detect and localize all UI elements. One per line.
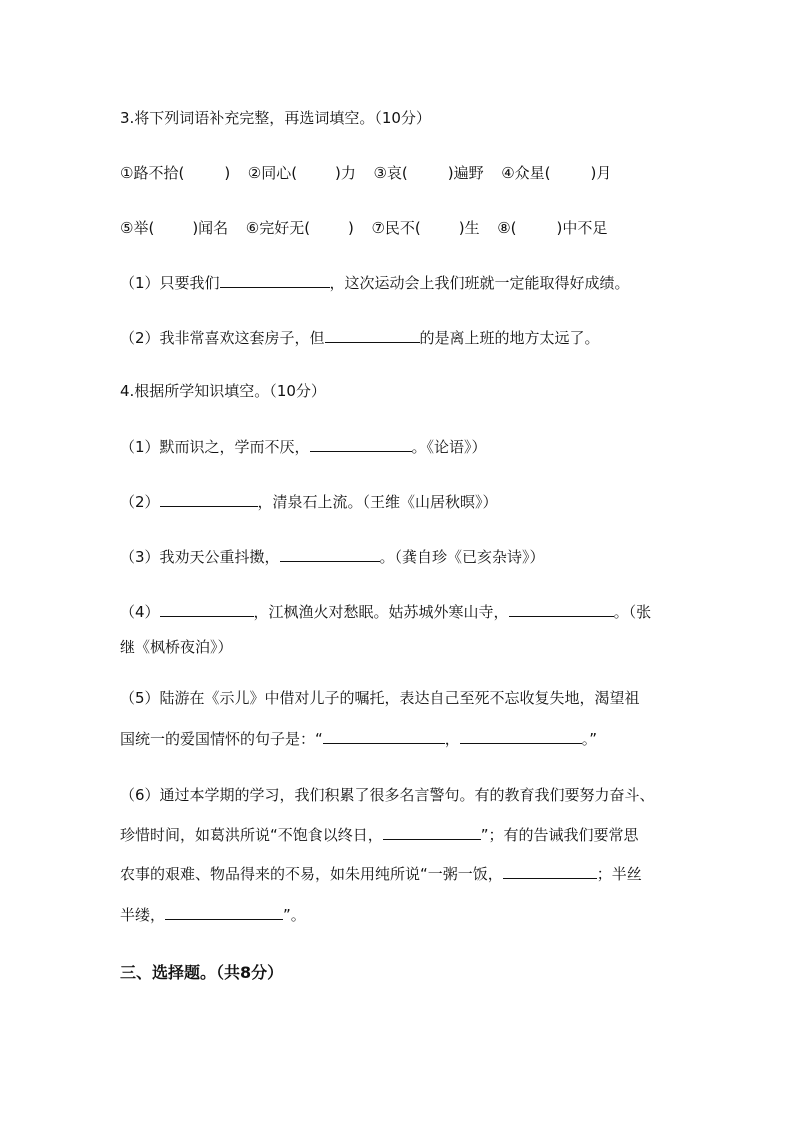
answer-blank[interactable] bbox=[460, 729, 582, 744]
answer-blank[interactable] bbox=[160, 492, 258, 507]
q4-title: 4.根据所学知识填空。（10分） bbox=[120, 382, 326, 400]
q4-item-1: （1）默而识之，学而不厌， 。《论语》） bbox=[120, 438, 487, 456]
answer-blank[interactable] bbox=[280, 547, 380, 562]
answer-blank[interactable] bbox=[220, 273, 330, 288]
answer-blank[interactable] bbox=[323, 729, 445, 744]
answer-blank[interactable] bbox=[503, 864, 597, 879]
q4-item-3: （3）我劝天公重抖擞， 。（龚自珍《已亥杂诗》） bbox=[120, 548, 545, 566]
q4-item-2: （2） ，清泉石上流。（王维《山居秋暝》） bbox=[120, 493, 498, 511]
idiom-row-1 bbox=[120, 163, 611, 183]
idiom-5: ⑤举( )闻名 bbox=[120, 219, 229, 237]
q4-item-6-line3: 农事的艰难、物品得来的不易，如朱用纯所说“一粥一饭， ；半丝 bbox=[120, 865, 642, 883]
idiom-3: ③哀( )遍野 bbox=[373, 164, 484, 182]
idiom-row-2 bbox=[120, 218, 607, 238]
q3-sentence-2: （2）我非常喜欢这套房子，但 的是离上班的地方太远了。 bbox=[120, 329, 600, 347]
q4-item-5: （5）陆游在《示儿》中借对儿子的嘱托，表达自己至死不忘收复失地，渴望祖 bbox=[120, 689, 640, 707]
answer-blank[interactable] bbox=[325, 328, 420, 343]
idiom-8: ⑧( )中不足 bbox=[497, 219, 608, 237]
q3-title: 3.将下列词语补充完整，再选词填空。（10分） bbox=[120, 109, 431, 127]
idiom-4: ④众星( )月 bbox=[501, 164, 612, 182]
q4-item-4: （4） ，江枫渔火对愁眠。姑苏城外寒山寺， 。（张 bbox=[120, 603, 652, 621]
answer-blank[interactable] bbox=[383, 825, 481, 840]
section-heading: 三、选择题。（共8分） bbox=[120, 963, 284, 982]
answer-blank[interactable] bbox=[310, 437, 412, 452]
q3-sentence-1: （1）只要我们 ，这次运动会上我们班就一定能取得好成绩。 bbox=[120, 274, 630, 292]
q4-item-6-line2: 珍惜时间，如葛洪所说“不饱食以终日， ”；有的告诫我们要常思 bbox=[120, 826, 639, 844]
q4-item-4-cont: 继《枫桥夜泊》） bbox=[120, 638, 233, 656]
answer-blank[interactable] bbox=[165, 905, 283, 920]
idiom-1: ①路不拾( ) bbox=[120, 164, 231, 182]
answer-blank[interactable] bbox=[509, 602, 614, 617]
idiom-2: ②同心( )力 bbox=[247, 164, 356, 182]
idiom-6: ⑥完好无( ) bbox=[245, 219, 354, 237]
answer-blank[interactable] bbox=[160, 602, 254, 617]
q4-item-6: （6）通过本学期的学习，我们积累了很多名言警句。有的教育我们要努力奋斗、 bbox=[120, 786, 655, 804]
q4-item-5-cont: 国统一的爱国情怀的句子是：“ ， 。” bbox=[120, 730, 598, 748]
idiom-7: ⑦民不( )生 bbox=[371, 219, 480, 237]
q4-item-6-line4: 半缕， ”。 bbox=[120, 906, 306, 924]
